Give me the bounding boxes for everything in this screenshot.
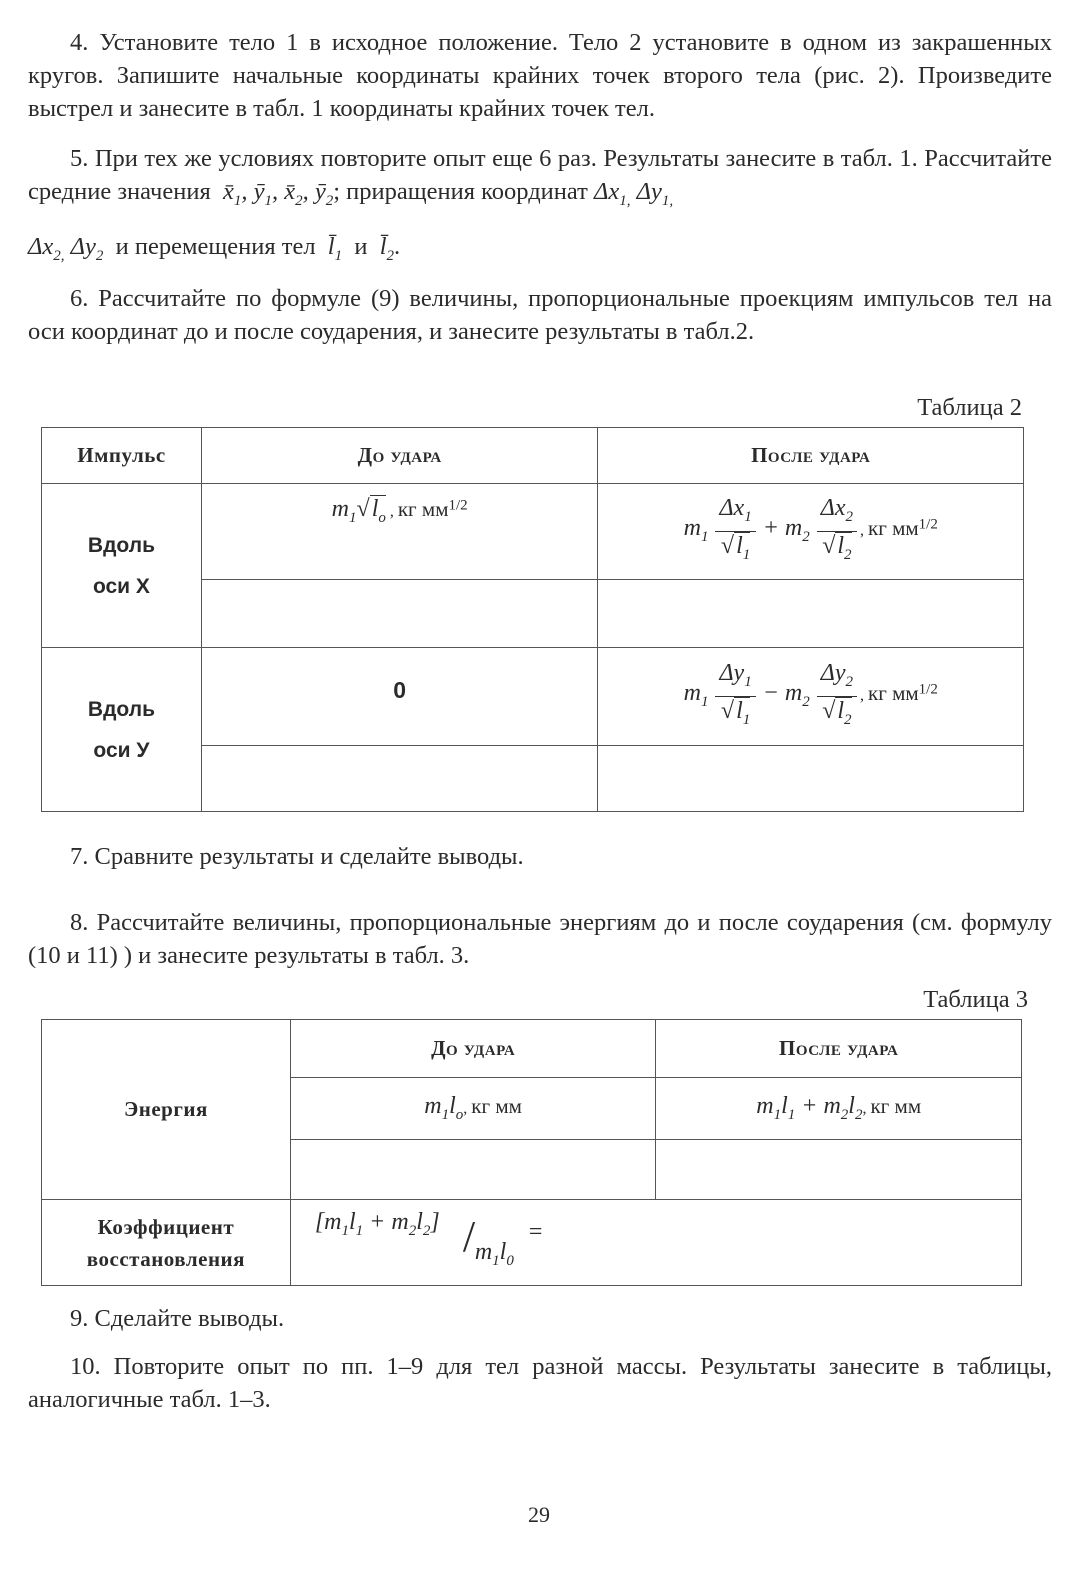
table-2-row-y-formula: [42, 648, 1024, 746]
formula-l1: $l̄_1$: [327, 233, 343, 264]
paragraph-5: [28, 142, 1052, 218]
table-3-caption: Таблица 3: [923, 986, 1028, 1013]
table-2-y-after-value: [598, 746, 1024, 812]
table-2-header-impulse: Импульс: [42, 428, 202, 484]
formula-averages: $x̄_1$, $ȳ_1$, $x̄_2$, $ȳ_2$: [216, 178, 334, 209]
table-3-coef-label: Коэффициент восстановления: [42, 1200, 291, 1286]
table-3: [41, 1019, 1022, 1286]
table-3-coef-formula: $[m_1l_1 + m_2l_2]$ / $m_1l_0$ =: [290, 1200, 1021, 1286]
table-2-y-before-value: [201, 746, 598, 812]
table-3-row-coef: [42, 1200, 1022, 1286]
table-3-before-formula: $m_1l_o$, кг мм: [290, 1078, 656, 1140]
formula-l2: $l̄_2$: [379, 233, 395, 264]
table-2-header-row: [42, 428, 1024, 484]
table-2-x-before-formula: $m_1√l_o$ , кг $мм^{1/2}$: [201, 484, 598, 580]
table-2-x-after-formula: $m_1$ $\frac{\Delta x_1}{√l_1}$ + $m_2$ $\frac{\Delta x_2}{√l_2}$ , кг $мм^{1/2}$: [598, 484, 1024, 580]
table-2: [41, 427, 1024, 812]
table-2-header-before: До удара: [201, 428, 598, 484]
table-2-y-after-formula: $m_1$ $\frac{\Delta y_1}{√l_1}$ − $m_2$ $\frac{\Delta y_2}{√l_2}$ , кг $мм^{1/2}$: [598, 648, 1024, 746]
table-2-caption: Таблица 2: [917, 394, 1022, 421]
paragraph-5-text-a: 5. При тех же условиях повторите опыт еще 6 раз. Результаты занесите в табл. 1. Рассчитайте средние значения: [28, 145, 1052, 205]
table-3-before-value: [290, 1140, 656, 1200]
formula-increments-1: $\Delta x_{1,}$ $\Delta y_{1,}$: [593, 178, 674, 209]
table-2-row-y-label: Вдоль оси У: [42, 648, 202, 812]
table-3-header-row: [42, 1020, 1022, 1078]
paragraph-5-cont: $\Delta x_{2,}$ $\Delta y_2$ и перемещения тел $l̄_1$ и $l̄_2$.: [28, 233, 401, 264]
paragraph-5-and: и: [354, 233, 368, 260]
paragraph-7: 7. Сравните результаты и сделайте выводы.: [70, 843, 524, 870]
paragraph-5-text-c: и перемещения тел: [115, 233, 316, 260]
table-2-row-x-formula: [42, 484, 1024, 580]
table-3-header-before: До удара: [290, 1020, 656, 1078]
page-number: 29: [528, 1502, 550, 1527]
table-2-x-before-value: [201, 580, 598, 648]
paragraph-5-text-b: ; приращения координат: [333, 178, 588, 205]
paragraph-4: 4. Установите тело 1 в исходное положение. Тело 2 установите в одном из закрашенных кругов. Запишите начальные координаты крайних точек второго тела (рис. 2). Произведите выстрел и занесите в табл. 1 координаты крайних точек тел.: [28, 29, 1052, 122]
paragraph-10: 10. Повторите опыт по пп. 1–9 для тел разной массы. Результаты занесите в таблицы, аналогичные табл. 1–3.: [28, 1353, 1052, 1413]
table-3-row-energy: Энергия: [42, 1020, 291, 1200]
paragraph-6: 6. Рассчитайте по формуле (9) величины, пропорциональные проекциям импульсов тел на оси координат до и после соударения, и занесите результаты в табл.2.: [28, 285, 1052, 345]
table-3-header-after: После удара: [656, 1020, 1022, 1078]
table-2-row-x-label: Вдоль оси X: [42, 484, 202, 648]
paragraph-8: 8. Рассчитайте величины, пропорциональные энергиям до и после соударения (см. формулу (10 и 11) ) и занесите результаты в табл. 3.: [28, 909, 1052, 969]
paragraph-9: 9. Сделайте выводы.: [70, 1305, 285, 1332]
table-3-after-value: [656, 1140, 1022, 1200]
table-2-y-before-zero: 0: [201, 648, 598, 746]
table-2-x-after-value: [598, 580, 1024, 648]
table-2-header-after: После удара: [598, 428, 1024, 484]
formula-increments-2: $\Delta x_{2,}$ $\Delta y_2$: [28, 233, 104, 264]
table-3-after-formula: $m_1l_1 + m_2l_2$, кг мм: [656, 1078, 1022, 1140]
